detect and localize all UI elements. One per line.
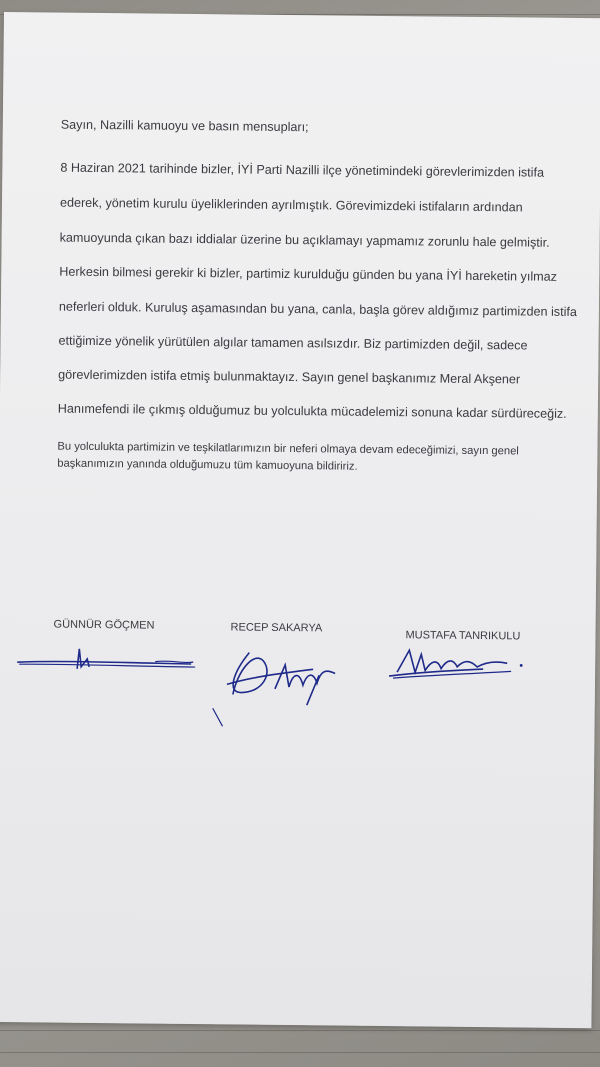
salutation: Sayın, Nazilli kamuoyu ve basın mensupları; (60, 117, 309, 135)
paragraph-1-line: Herkesin bilmesi gerekir ki bizler, partimiz kurulduğu günden bu yana İYİ hareketin yılmaz (59, 264, 558, 284)
paragraph-1-line: Hanımefendi ile çıkmış olduğumuz bu yolculukta mücadelemizi sonuna kadar sürdüreceğiz. (57, 401, 567, 421)
paragraph-1-line: neferleri olduk. Kuruluş aşamasından bu yana, canla, başla görev aldığımız partimizden istifa (58, 299, 577, 320)
signatory-name-1: GÜNNÜR GÖÇMEN (53, 618, 155, 632)
paragraph-1-line: kamuoyunda çıkan bazı iddialar üzerine bu açıklamayı yapmamız zorunlu hale gelmiştir. (59, 230, 550, 250)
paragraph-1-line: ederek, yönetim kurulu üyeliklerinden ayrılmıştık. Görevimizdeki istifaların ardından (59, 195, 523, 215)
signature-3 (387, 642, 537, 690)
signature-1 (15, 640, 205, 682)
paragraph-2-line: Bu yolculukta partimizin ve teşkilatlarımızın bir neferi olmaya devam edeceğimizi, sayın genel (57, 440, 519, 458)
paragraph-2-line: başkanımızın yanında olduğumuzu tüm kamuoyuna bildiririz. (57, 457, 358, 473)
signatory-name-2: RECEP SAKARYA (230, 621, 323, 635)
paper-sheet (0, 12, 600, 1028)
paragraph-1-line: 8 Haziran 2021 tarihinde bizler, İYİ Parti Nazilli ilçe yönetimindeki görevlerimizden istifa (60, 160, 545, 180)
paragraph-1-line: ettiğimize yönelik yürütülen algılar tamamen asılsızdır. Biz partimizden değil, sadece (58, 333, 528, 353)
signature-2 (223, 642, 354, 723)
paragraph-1-line: görevlerimizden istifa etmiş bulunmaktayız. Sayın genel başkanımız Meral Akşener (58, 367, 521, 387)
signatory-name-3: MUSTAFA TANRIKULU (405, 629, 521, 643)
